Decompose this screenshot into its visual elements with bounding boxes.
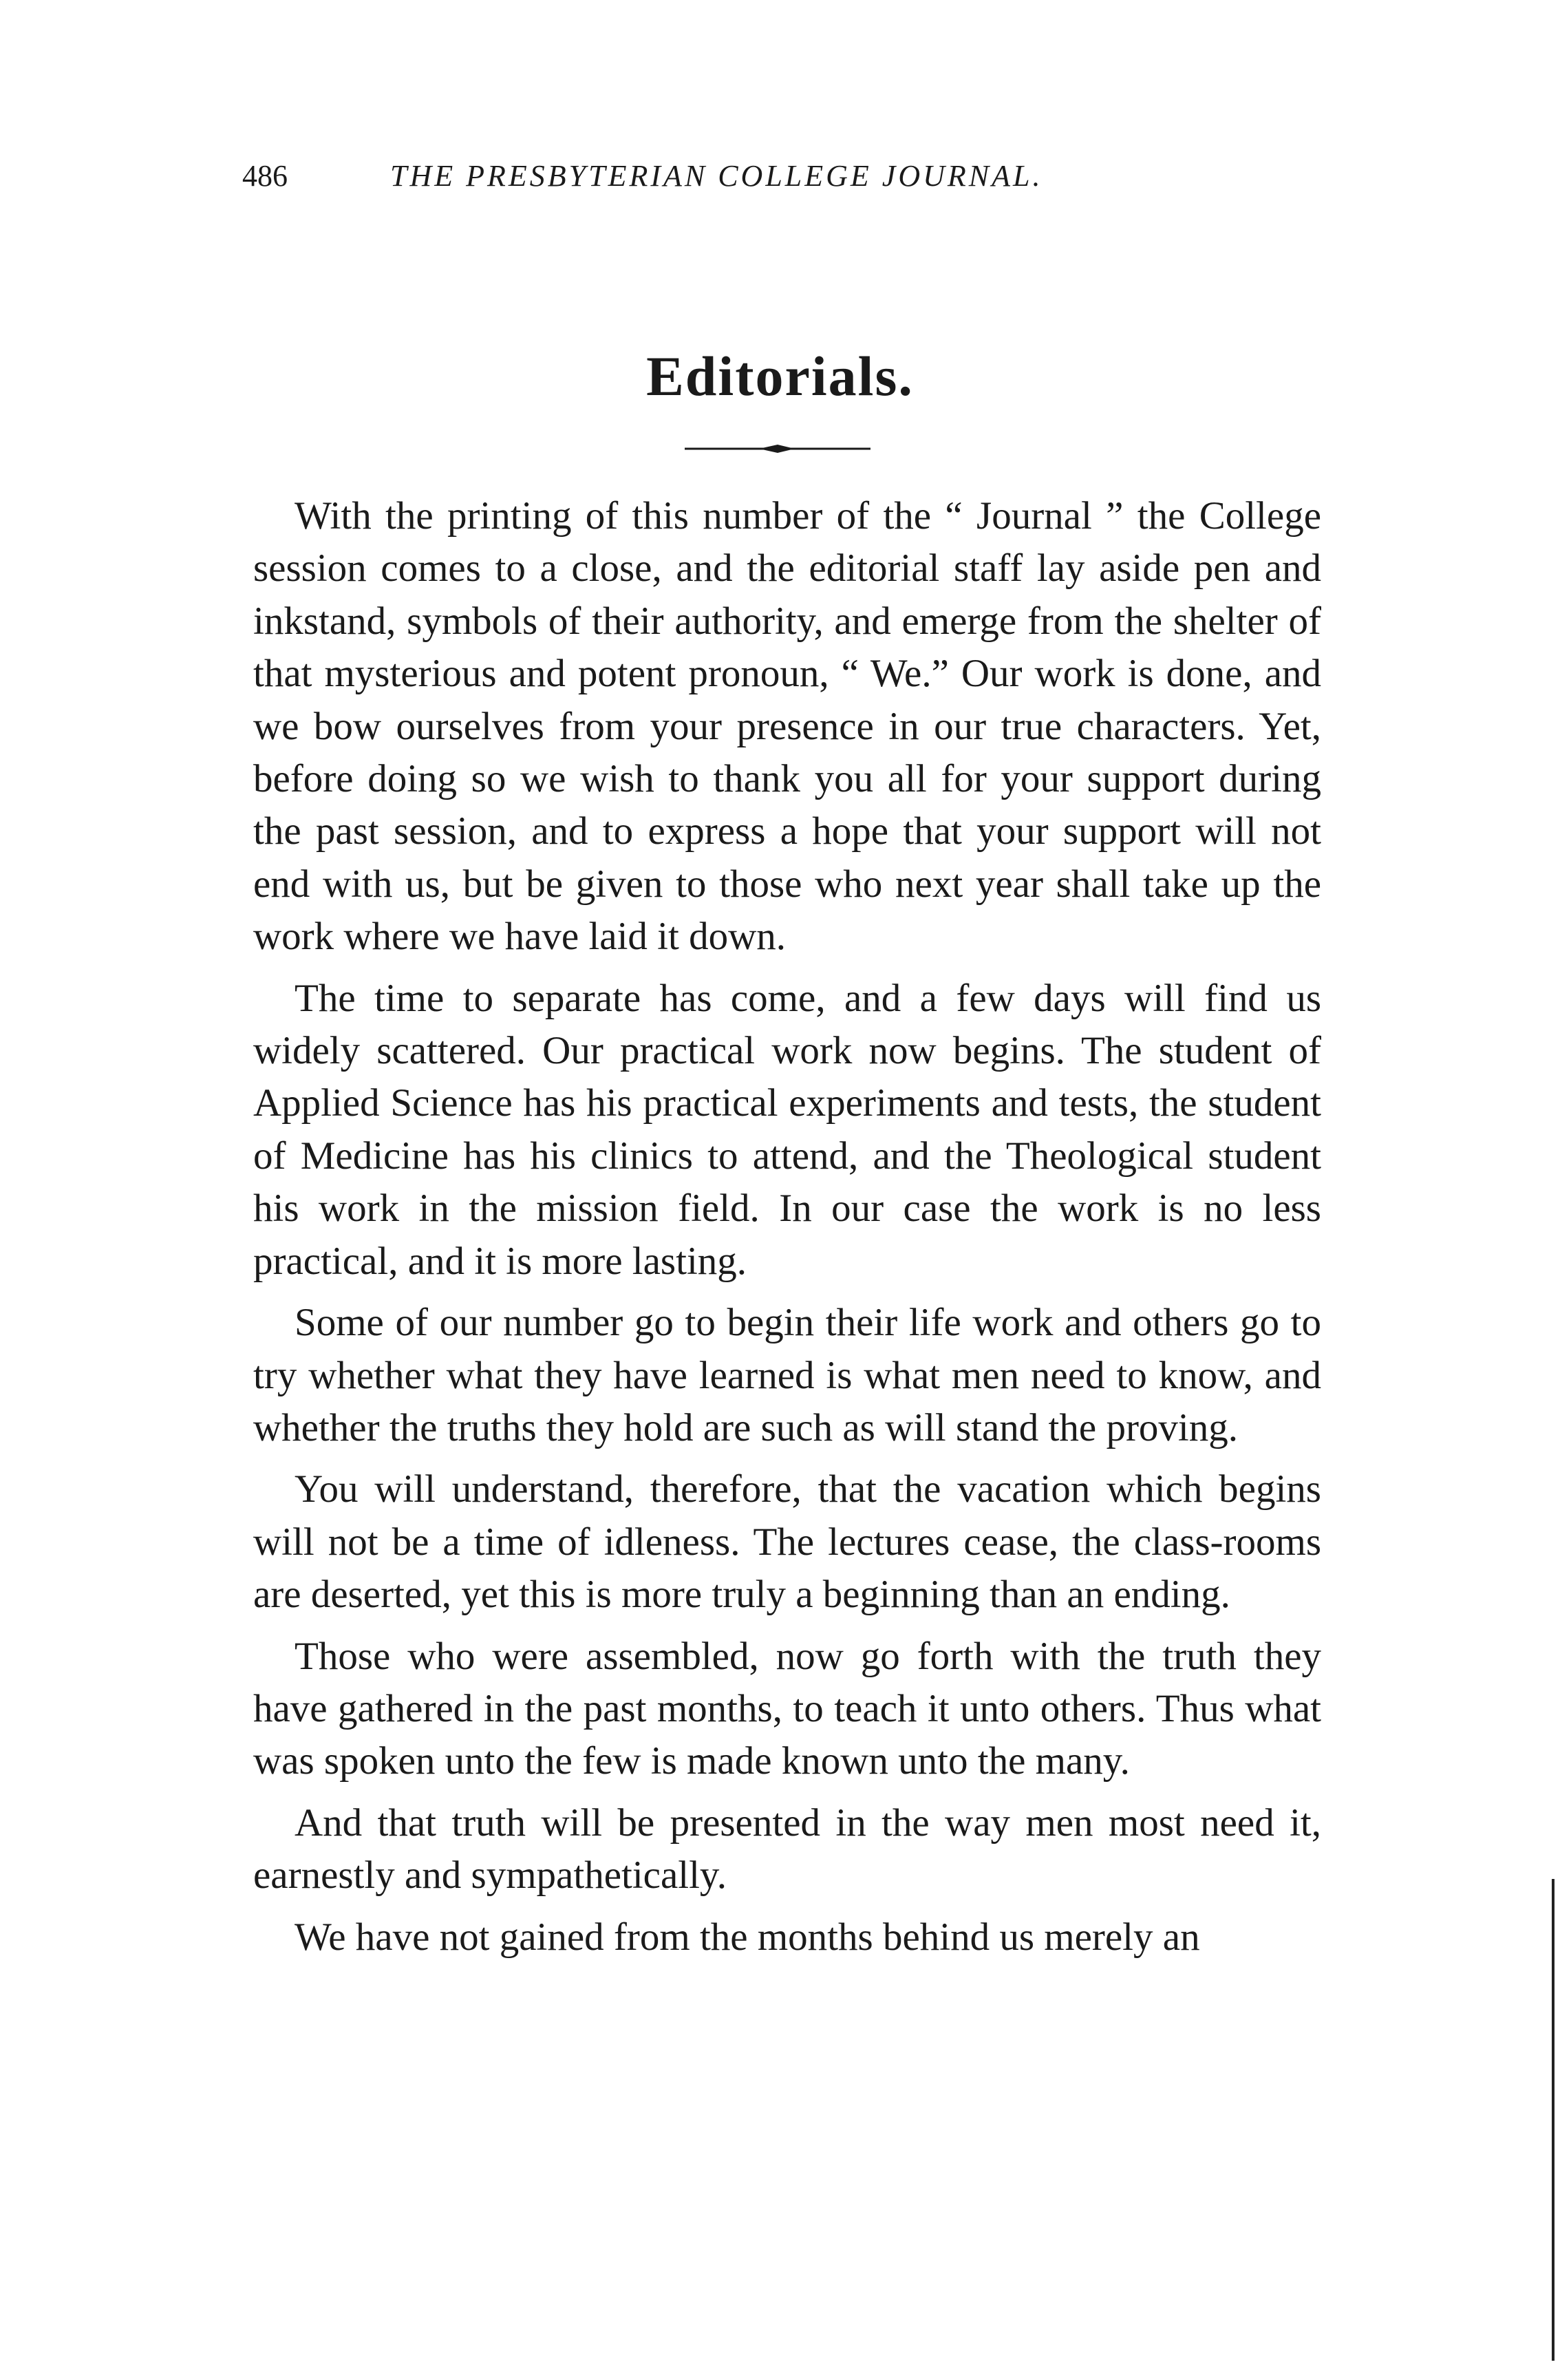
ornament-divider-icon xyxy=(685,443,870,454)
paragraph: With the printing of this number of the “ Journal ” the College session comes to a close, and the editorial staff lay aside pen and inkstand, symbols of their authority, and emerge from the shelter of that mysterious and potent pronoun, “ We.” Our work is done, and we bow ourselves from your presence in our true characters. Yet, before doing so we wish to thank you all for your support during the past session, and to express a hope that your support will not end with us, but be given to those who next year shall take up the work where we have laid it down. xyxy=(253,494,1321,959)
paragraph: Some of our number go to begin their life work and others go to try whether what they have learned is what men need to know, and whether the truths they hold are such as will stand the proving. xyxy=(253,1301,1321,1449)
scan-edge-mark xyxy=(1552,1879,1554,2361)
journal-title: THE PRESBYTERIAN COLLEGE JOURNAL. xyxy=(390,159,1043,193)
page-number: 486 xyxy=(242,159,288,193)
paragraph: You will understand, therefore, that the vacation which begins will not be a time of idleness. The lectures cease, the class-rooms are deserted, yet this is more truly a beginning than an ending. xyxy=(253,1467,1321,1617)
editorial-body xyxy=(253,490,1321,1973)
paragraph: We have not gained from the months behind us merely an xyxy=(295,1915,1200,1959)
section-title: Editorials. xyxy=(646,345,914,407)
paragraph: And that truth will be presented in the way men most need it, earnestly and sympathetically. xyxy=(253,1800,1321,1898)
running-head xyxy=(242,156,1219,197)
paragraph: Those who were assembled, now go forth with the truth they have gathered in the past months, to teach it unto others. Thus what was spoken unto the few is made known unto the many. xyxy=(253,1634,1321,1783)
paragraph: The time to separate has come, and a few days will find us widely scattered. Our practical work now begins. The student of Applied Science has his practical experiments and tests, the student of Medicine has his clinics to attend, and the Theological student his work in the mission field. In our case the work is no less practical, and it is more lasting. xyxy=(253,976,1321,1283)
